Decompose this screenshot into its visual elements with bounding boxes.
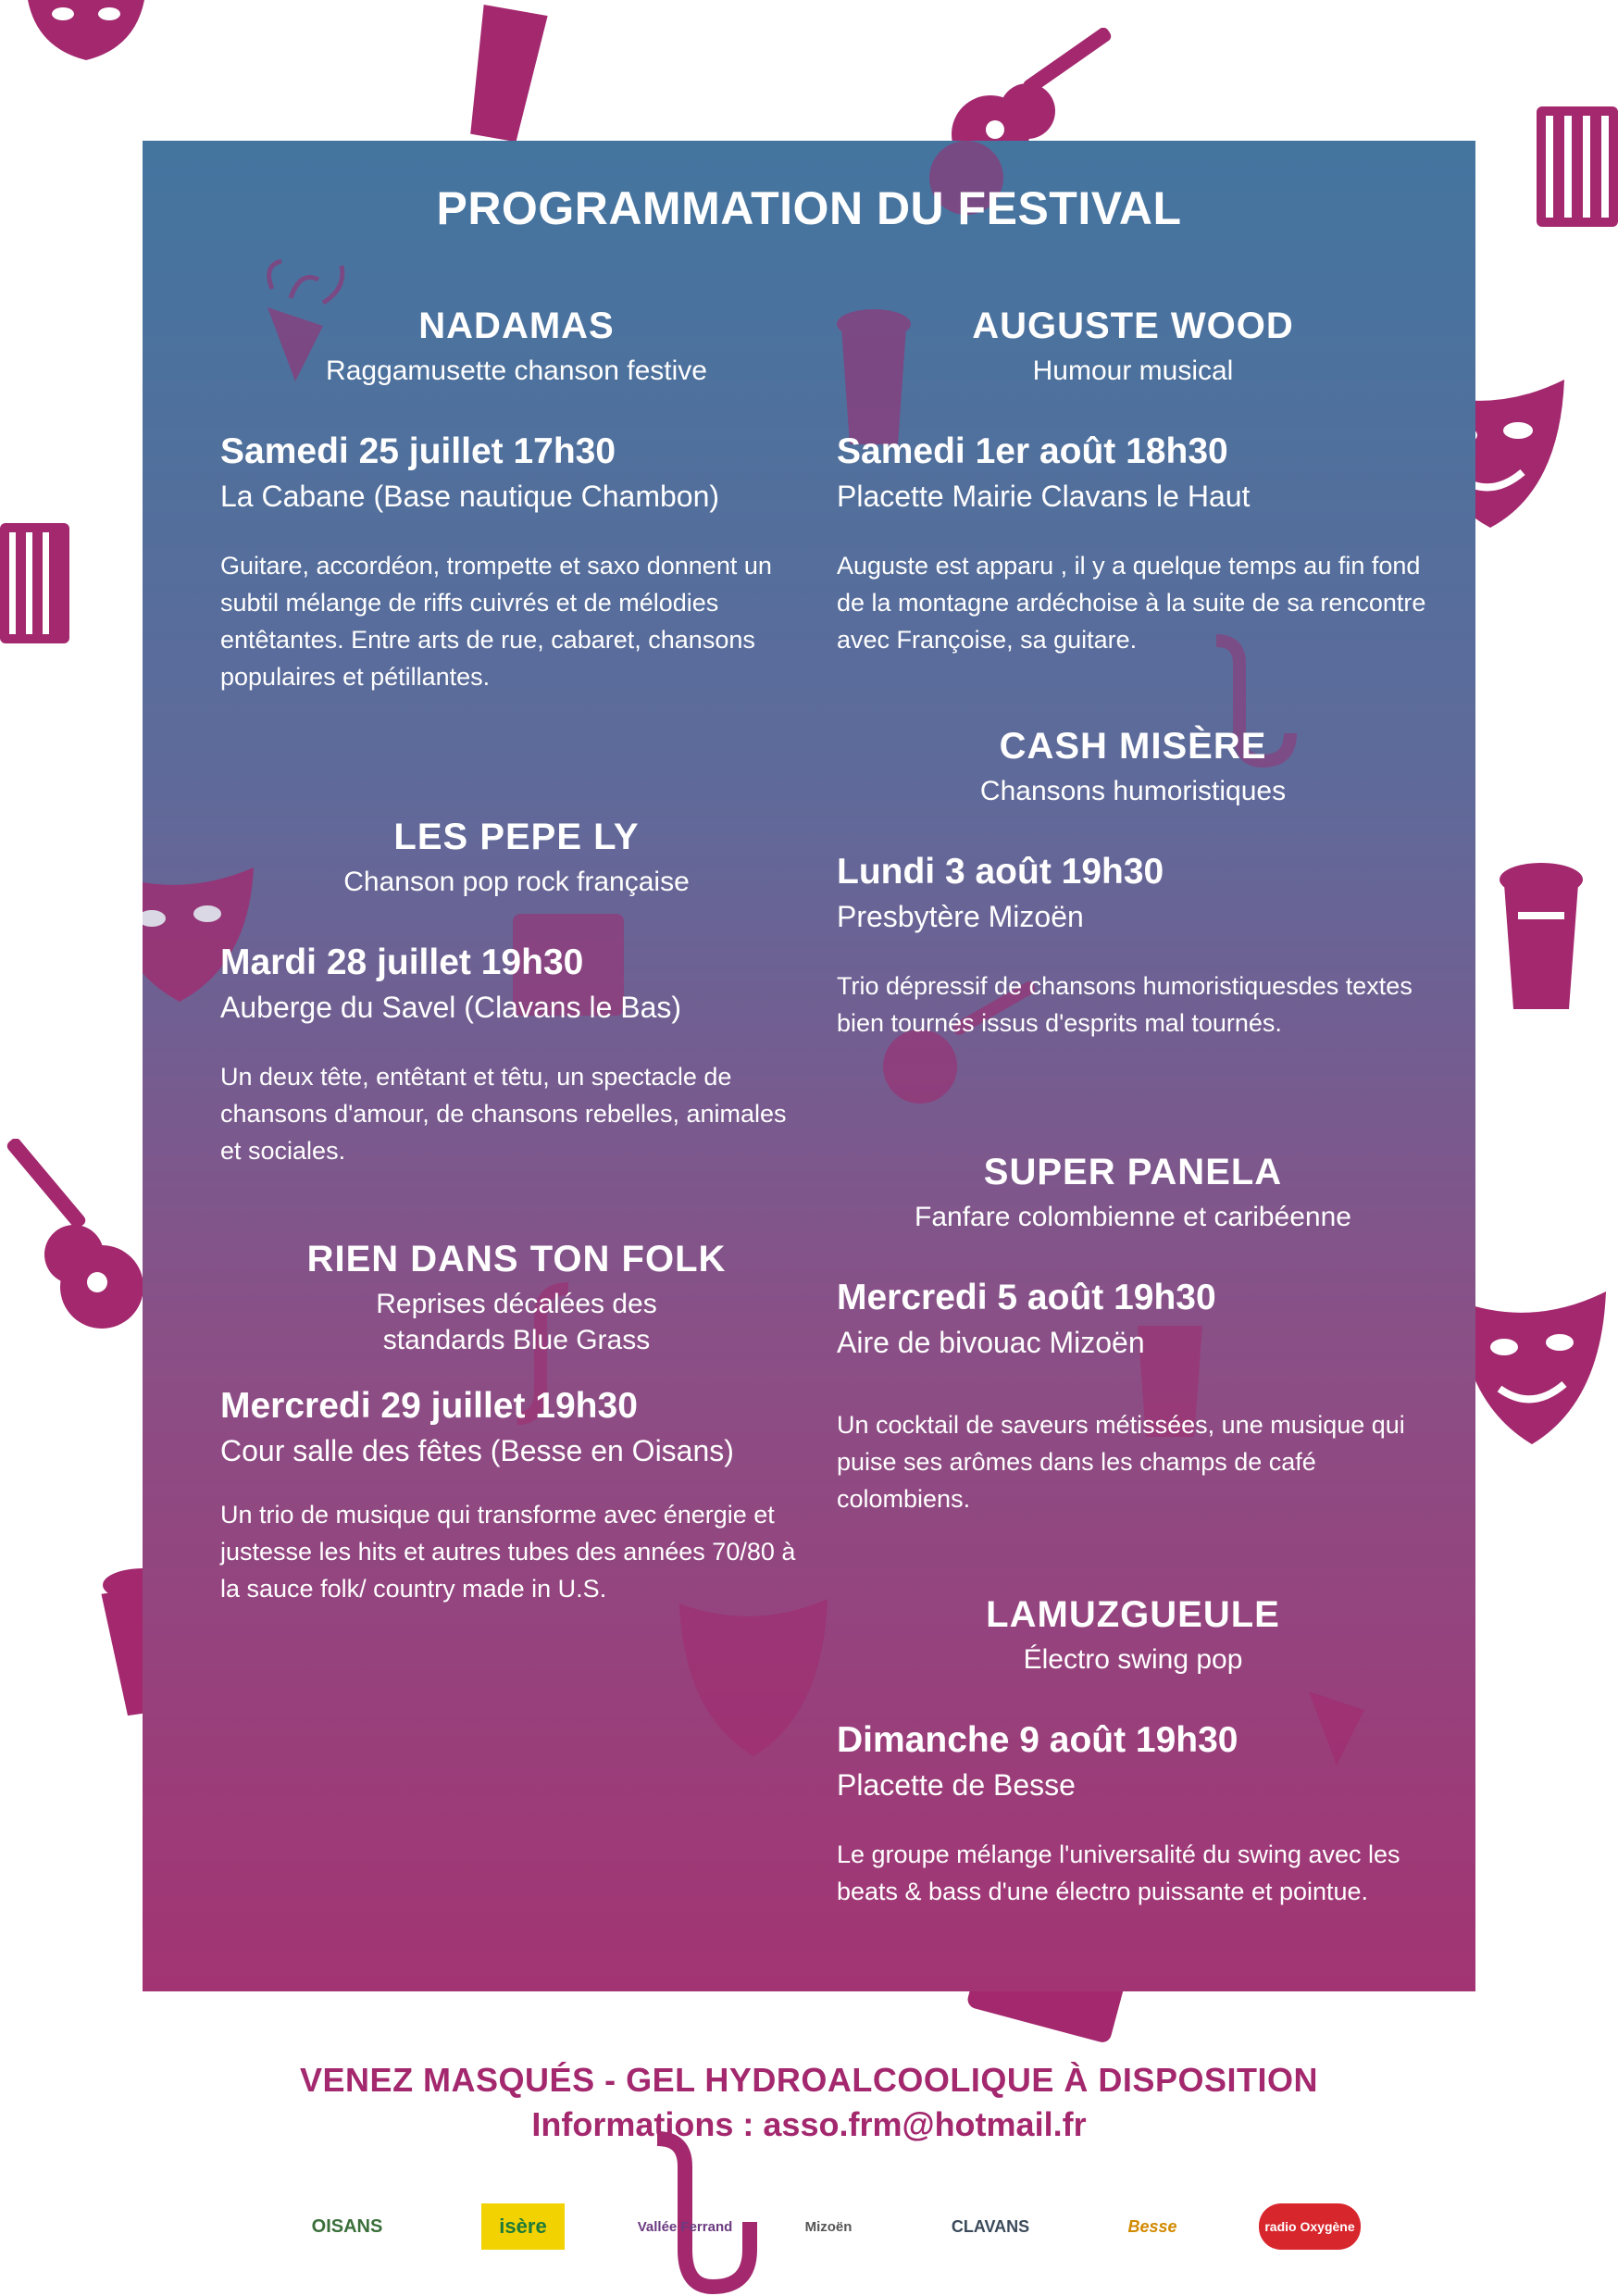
event-genre: Chansons humoristiques: [979, 776, 1287, 806]
event-description: Un trio de musique qui transforme avec énergie et justesse les hits et autres tubes des années 70/80 à la sauce folk/ country made in U.S.: [220, 1501, 796, 1603]
sponsor-logos: [259, 2194, 1388, 2259]
event-name: RIEN DANS TON FOLK: [306, 1239, 727, 1279]
event-les-pepe-ly: [220, 817, 813, 1170]
event-genre: Chanson pop rock française: [343, 867, 690, 897]
logo-clavans: CLAVANS: [951, 2216, 1030, 2236]
event-description: Auguste est apparu , il y a quelque temps au fin fond de la montagne ardéchoise à la suite de sa rencontre avec Françoise, sa guitare.: [837, 552, 1426, 654]
mask-icon: [17, 0, 156, 65]
accordion-icon: [1532, 102, 1618, 231]
event-genre: Électro swing pop: [1023, 1644, 1243, 1675]
event-date: Mercredi 29 juillet 19h30: [220, 1386, 638, 1426]
logo-mizoen: Mizoën: [804, 2218, 853, 2235]
event-lamuzgueule: [837, 1594, 1429, 1911]
event-place: Placette de Besse: [837, 1768, 1076, 1802]
event-date: Mercredi 5 août 19h30: [837, 1278, 1216, 1317]
festival-title: PROGRAMMATION DU FESTIVAL: [436, 182, 1182, 234]
event-place: Presbytère Mizoën: [837, 900, 1084, 933]
event-place: Placette Mairie Clavans le Haut: [837, 480, 1251, 513]
event-nadamas: [220, 306, 813, 696]
event-date: Samedi 1er août 18h30: [837, 431, 1228, 471]
program-panel: [143, 141, 1475, 1991]
event-date: Dimanche 9 août 19h30: [837, 1720, 1238, 1760]
logo-isere: isère: [481, 2203, 565, 2250]
event-genre: Humour musical: [1032, 356, 1234, 386]
beer-icon: [454, 0, 555, 148]
event-cash-misere: [837, 726, 1429, 1042]
event-place: Cour salle des fêtes (Besse en Oisans): [220, 1434, 734, 1467]
event-auguste-wood: [837, 306, 1429, 659]
event-name: CASH MISÈRE: [999, 726, 1267, 767]
safety-notice: VENEZ MASQUÉS - GEL HYDROALCOOLIQUE À DISPOSITION: [300, 2061, 1318, 2099]
event-genre: Reprises décalées des standards Blue Grass: [376, 1289, 657, 1355]
event-description: Un cocktail de saveurs métissées, une musique qui puise ses arômes dans les champs de café colombiens.: [837, 1411, 1405, 1513]
event-super-panela: [837, 1152, 1429, 1518]
event-date: Lundi 3 août 19h30: [837, 852, 1164, 892]
event-name: LAMUZGUEULE: [986, 1594, 1280, 1635]
event-place: La Cabane (Base nautique Chambon): [220, 480, 720, 513]
event-place: Auberge du Savel (Clavans le Bas): [220, 991, 682, 1024]
event-rien-dans-ton-folk: [220, 1239, 813, 1608]
event-name: SUPER PANELA: [983, 1152, 1283, 1192]
event-name: LES PEPE LY: [393, 817, 640, 857]
logo-besse: Besse: [1127, 2216, 1177, 2236]
contact-info: Informations : asso.frm@hotmail.fr: [531, 2105, 1087, 2143]
logo-oisans: OISANS: [311, 2215, 383, 2237]
beer-icon: [1490, 861, 1592, 1018]
event-genre: Fanfare colombienne et caribéenne: [915, 1202, 1351, 1232]
accordion-icon: [0, 518, 74, 648]
event-date: Mardi 28 juillet 19h30: [220, 942, 584, 982]
event-genre: Raggamusette chanson festive: [326, 356, 707, 386]
event-name: AUGUSTE WOOD: [972, 306, 1294, 346]
logo-radio-oxygene: radio Oxygène: [1259, 2203, 1361, 2250]
mask-icon: [661, 1585, 846, 1770]
event-date: Samedi 25 juillet 17h30: [220, 431, 616, 471]
logo-vallee-ferrand: Vallée Ferrand: [637, 2218, 733, 2235]
event-description: Trio dépressif de chansons humoristiquesdes textes bien tournés issus d'esprits mal tournés.: [837, 972, 1413, 1037]
event-description: Guitare, accordéon, trompette et saxo donnent un subtil mélange de riffs cuivrés et de mélodies entêtantes. Entre arts de rue, cabaret, chansons populaires et pétillantes.: [220, 552, 772, 691]
event-description: Un deux tête, entêtant et têtu, un spectacle de chansons d'amour, de chansons rebelles, animales et sociales.: [220, 1063, 787, 1165]
event-name: NADAMAS: [418, 306, 615, 346]
event-place: Aire de bivouac Mizoën: [837, 1326, 1145, 1359]
event-description: Le groupe mélange l'universalité du swing avec les beats & bass d'une électro puissante et pointue.: [837, 1841, 1400, 1905]
